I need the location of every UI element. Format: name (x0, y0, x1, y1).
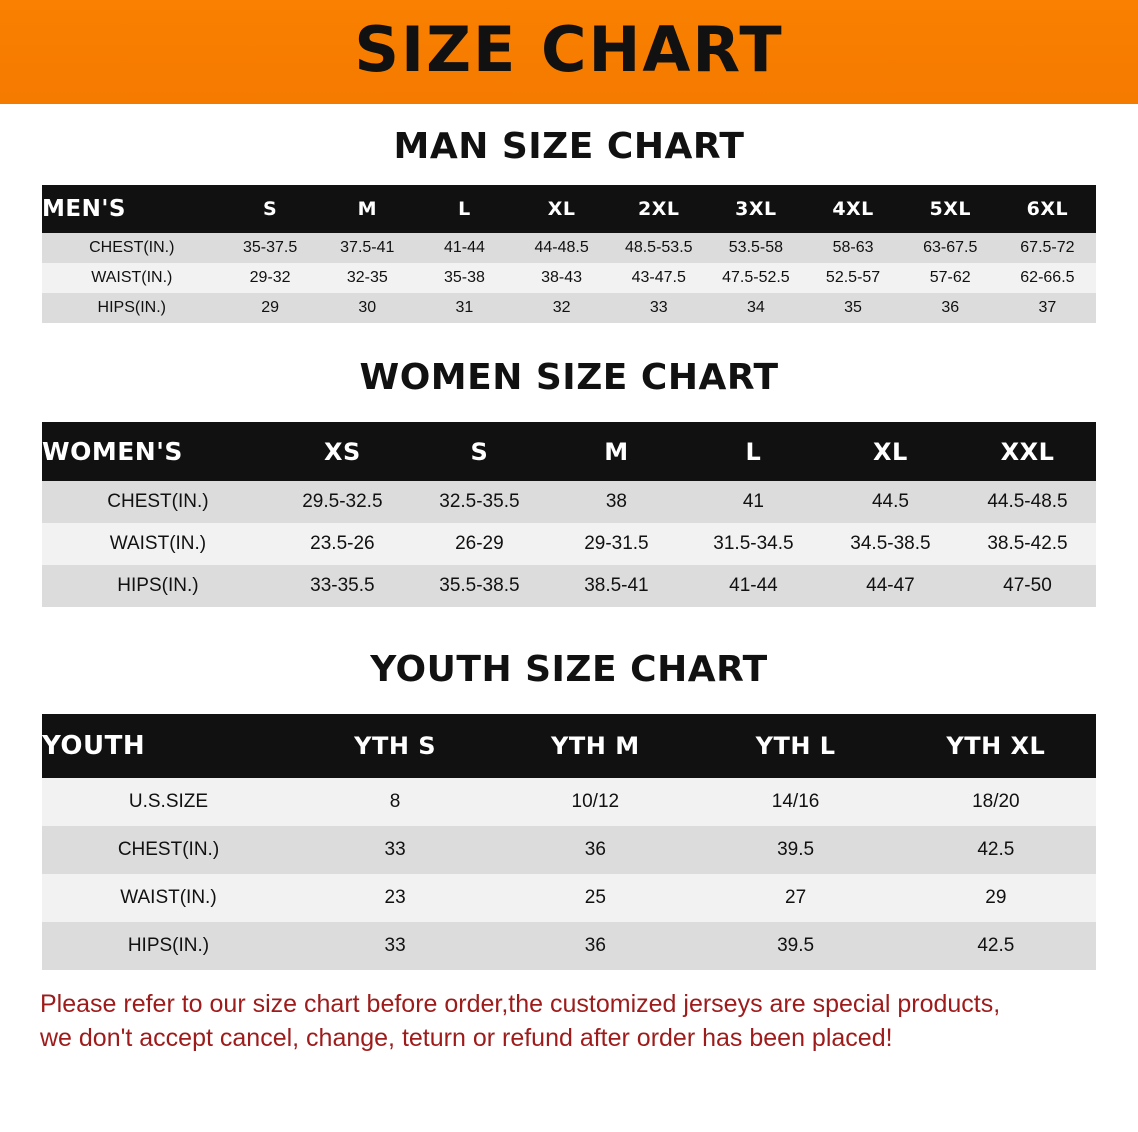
col-header-xl: XL (822, 422, 959, 481)
cell: 29.5-32.5 (274, 481, 411, 523)
table-row (42, 826, 1096, 874)
cell: 36 (902, 293, 999, 323)
cell: 38-43 (513, 263, 610, 293)
cell: 58-63 (804, 233, 901, 263)
man-section-title: MAN SIZE CHART (393, 126, 745, 167)
cell: 35 (804, 293, 901, 323)
cell: 53.5-58 (707, 233, 804, 263)
spacer (0, 690, 1138, 714)
women-table-body (42, 481, 1096, 607)
cell: 29 (222, 293, 319, 323)
cell: 14/16 (695, 778, 895, 826)
col-header-m: M (548, 422, 685, 481)
youth-section-title: YOUTH SIZE CHART (370, 649, 768, 690)
cell: 39.5 (695, 922, 895, 970)
cell: 32-35 (319, 263, 416, 293)
cell: 63-67.5 (902, 233, 999, 263)
cell: 37 (999, 293, 1096, 323)
youth-size-table-wrap (42, 714, 1096, 970)
cell: 42.5 (896, 826, 1096, 874)
cell: 41-44 (685, 565, 822, 607)
spacer (0, 398, 1138, 422)
table-row (42, 523, 1096, 565)
cell: 35-38 (416, 263, 513, 293)
cell: 25 (495, 874, 695, 922)
man-size-table-wrap (42, 185, 1096, 323)
women-size-table-wrap (42, 422, 1096, 607)
cell: 57-62 (902, 263, 999, 293)
disclaimer-line-2: we don't accept cancel, change, teturn or refund after order has been placed! (40, 1023, 893, 1052)
col-header-6xl: 6XL (999, 185, 1096, 233)
cell: 8 (295, 778, 495, 826)
cell: 42.5 (896, 922, 1096, 970)
col-header-2xl: 2XL (610, 185, 707, 233)
col-header-4xl: 4XL (804, 185, 901, 233)
cell: 33 (295, 922, 495, 970)
cell: 47-50 (959, 565, 1096, 607)
man-table-body (42, 233, 1096, 323)
col-header-womens: WOMEN'S (42, 422, 274, 481)
col-header-yth-s: YTH S (295, 714, 495, 778)
cell: 43-47.5 (610, 263, 707, 293)
col-header-s: S (411, 422, 548, 481)
women-table-head (42, 422, 1096, 481)
man-size-table (42, 185, 1096, 323)
col-header-xl: XL (513, 185, 610, 233)
row-label-hips: HIPS(IN.) (42, 565, 274, 607)
cell: 18/20 (896, 778, 1096, 826)
table-row (42, 293, 1096, 323)
cell: 30 (319, 293, 416, 323)
cell: 33 (295, 826, 495, 874)
cell: 35.5-38.5 (411, 565, 548, 607)
col-header-yth-m: YTH M (495, 714, 695, 778)
col-header-xs: XS (274, 422, 411, 481)
col-header-mens: MEN'S (42, 185, 222, 233)
cell: 52.5-57 (804, 263, 901, 293)
col-header-5xl: 5XL (902, 185, 999, 233)
table-row (42, 481, 1096, 523)
women-size-table (42, 422, 1096, 607)
youth-table-body (42, 778, 1096, 970)
spacer (0, 167, 1138, 185)
row-label-us-size: U.S.SIZE (42, 778, 295, 826)
row-label-waist: WAIST(IN.) (42, 874, 295, 922)
cell: 44-48.5 (513, 233, 610, 263)
youth-table-head (42, 714, 1096, 778)
row-label-chest: CHEST(IN.) (42, 233, 222, 263)
youth-size-table (42, 714, 1096, 970)
cell: 27 (695, 874, 895, 922)
cell: 29-32 (222, 263, 319, 293)
table-row (42, 778, 1096, 826)
row-label-hips: HIPS(IN.) (42, 293, 222, 323)
cell: 31.5-34.5 (685, 523, 822, 565)
cell: 62-66.5 (999, 263, 1096, 293)
row-label-waist: WAIST(IN.) (42, 263, 222, 293)
cell: 39.5 (695, 826, 895, 874)
cell: 47.5-52.5 (707, 263, 804, 293)
cell: 29 (896, 874, 1096, 922)
disclaimer-note (40, 988, 1098, 1056)
row-label-chest: CHEST(IN.) (42, 826, 295, 874)
row-label-waist: WAIST(IN.) (42, 523, 274, 565)
cell: 32 (513, 293, 610, 323)
cell: 36 (495, 826, 695, 874)
cell: 34.5-38.5 (822, 523, 959, 565)
table-row (42, 874, 1096, 922)
cell: 29-31.5 (548, 523, 685, 565)
row-label-hips: HIPS(IN.) (42, 922, 295, 970)
col-header-m: M (319, 185, 416, 233)
cell: 32.5-35.5 (411, 481, 548, 523)
cell: 33 (610, 293, 707, 323)
cell: 26-29 (411, 523, 548, 565)
cell: 23 (295, 874, 495, 922)
cell: 44.5-48.5 (959, 481, 1096, 523)
col-header-l: L (416, 185, 513, 233)
cell: 38.5-42.5 (959, 523, 1096, 565)
row-label-chest: CHEST(IN.) (42, 481, 274, 523)
col-header-3xl: 3XL (707, 185, 804, 233)
table-row (42, 263, 1096, 293)
cell: 38.5-41 (548, 565, 685, 607)
table-header-row (42, 422, 1096, 481)
cell: 23.5-26 (274, 523, 411, 565)
col-header-l: L (685, 422, 822, 481)
cell: 37.5-41 (319, 233, 416, 263)
page-banner (0, 0, 1138, 104)
cell: 34 (707, 293, 804, 323)
table-header-row (42, 185, 1096, 233)
col-header-s: S (222, 185, 319, 233)
cell: 35-37.5 (222, 233, 319, 263)
col-header-yth-xl: YTH XL (896, 714, 1096, 778)
table-header-row (42, 714, 1096, 778)
cell: 38 (548, 481, 685, 523)
cell: 31 (416, 293, 513, 323)
cell: 44.5 (822, 481, 959, 523)
table-row (42, 233, 1096, 263)
col-header-yth-l: YTH L (695, 714, 895, 778)
table-row (42, 922, 1096, 970)
table-row (42, 565, 1096, 607)
cell: 44-47 (822, 565, 959, 607)
cell: 36 (495, 922, 695, 970)
page-title: SIZE CHART (354, 13, 784, 86)
man-table-head (42, 185, 1096, 233)
cell: 41-44 (416, 233, 513, 263)
col-header-xxl: XXL (959, 422, 1096, 481)
cell: 48.5-53.5 (610, 233, 707, 263)
women-section-title: WOMEN SIZE CHART (359, 357, 779, 398)
cell: 41 (685, 481, 822, 523)
cell: 67.5-72 (999, 233, 1096, 263)
col-header-youth: YOUTH (42, 714, 295, 778)
cell: 33-35.5 (274, 565, 411, 607)
disclaimer-line-1: Please refer to our size chart before order,the customized jerseys are special products, (40, 990, 1001, 1018)
cell: 10/12 (495, 778, 695, 826)
